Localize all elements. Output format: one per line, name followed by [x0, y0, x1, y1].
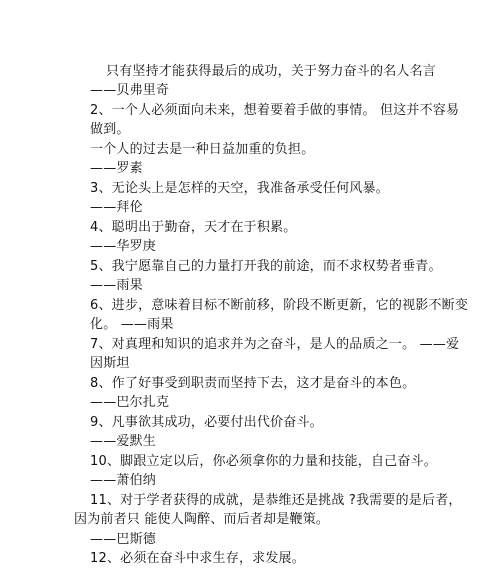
document-line: 9、凡事欲其成功，必要付出代价奋斗。 [90, 415, 323, 430]
document-line: 7、对真理和知识的追求并为之奋斗，是人的品质之一。 ——爱 [90, 337, 460, 352]
document-line: 因为前者只 能使人陶醉、而后者却是鞭策。 [74, 512, 330, 527]
document-line: ——贝弗里奇 [90, 83, 170, 98]
document-line: ——雨果 [90, 278, 143, 293]
document-line: 化。 ——雨果 [90, 317, 174, 332]
document-line: 5、我宁愿靠自己的力量打开我的前途，而不求权势者垂青。 [90, 259, 442, 274]
document-line: ——华罗庚 [90, 239, 157, 254]
document-line: 8、作了好事受到职责而坚持下去，这才是奋斗的本色。 [90, 376, 416, 391]
document-line: 一个人的过去是一种日益加重的负担。 [90, 142, 315, 157]
document-line: 11、对于学者获得的成就，是恭维还是挑战 ?我需要的是后者， [90, 493, 462, 508]
document-line: 10、脚跟立定以后，你必须拿你的力量和技能，自己奋斗。 [90, 454, 437, 469]
document-line: 6、进步，意味着目标不断前移，阶段不断更新，它的视影不断变 [90, 298, 469, 313]
document-title: 只有坚持才能获得最后的成功，关于努力奋斗的名人名言 [106, 64, 437, 79]
document-line: 3、无论头上是怎样的天空，我准备承受任何风暴。 [90, 181, 389, 196]
document-line: 4、聪明出于勤奋，天才在于积累。 [90, 220, 297, 235]
document-line: ——萧伯纳 [90, 473, 157, 488]
document-line: ——拜伦 [90, 200, 143, 215]
document-line: 做到。 [90, 122, 130, 137]
document-line: ——巴尔扎克 [90, 395, 170, 410]
document-line: ——罗素 [90, 161, 143, 176]
document-line: 因斯坦 [90, 356, 130, 371]
document-line: ——爱默生 [90, 434, 157, 449]
document-line: 12、必须在奋斗中求生存，求发展。 [90, 551, 305, 566]
document-line: ——巴斯德 [90, 532, 157, 547]
document-line: 2、一个人必须面向未来，想着要着手做的事情。 但这并不容易 [90, 103, 460, 118]
